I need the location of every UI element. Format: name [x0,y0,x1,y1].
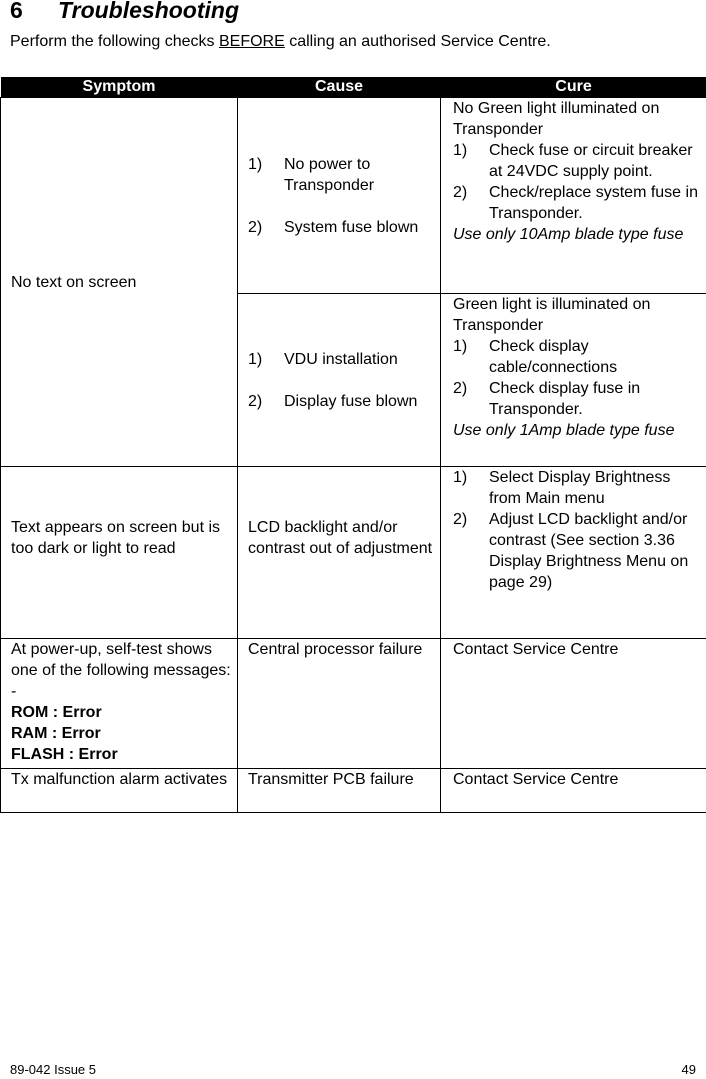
list-item [453,336,700,378]
section-heading [10,0,239,24]
header-cure: Cure [441,77,706,98]
table-row [1,467,706,639]
item-number: 1) [453,469,468,486]
item-number: 2) [248,392,263,410]
cause-cell: Central processor failure [238,639,441,769]
intro-emphasis: BEFORE [218,33,285,50]
item-text: Display fuse blown [284,392,418,410]
table-row [1,769,706,813]
item-number: 2) [453,511,468,528]
list-item [248,349,434,370]
item-text: Check fuse or circuit breaker at 24VDC supply point. [489,142,693,180]
item-text: Adjust LCD backlight and/or contrast (See section 3.36 Display Brightness Menu on page 29) [489,511,689,591]
intro-text [10,33,551,51]
list-item [248,154,434,196]
cure-cell: Contact Service Centre [441,769,706,813]
fuse-note: Use only 1Amp blade type fuse [453,422,675,439]
troubleshooting-table [0,77,706,813]
item-number: 2) [248,218,263,236]
section-title: Troubleshooting [58,0,240,23]
table-row [1,639,706,769]
item-text: System fuse blown [284,218,419,236]
table-header-row [1,77,706,98]
fuse-note: Use only 10Amp blade type fuse [453,226,684,243]
error-message: FLASH : Error [11,746,118,763]
symptom-cell [1,639,238,769]
section-number: 6 [10,0,23,23]
error-message: RAM : Error [11,725,101,742]
cure-cell: Contact Service Centre [441,639,706,769]
item-number: 2) [453,184,468,201]
item-text: Select Display Brightness from Main menu [489,469,671,507]
item-text: Check/replace system fuse in Transponder. [489,184,698,222]
item-text: Check display cable/connections [489,338,618,376]
item-text: Check display fuse in Transponder. [489,380,641,418]
cause-cell: LCD backlight and/or contrast out of adjustment [238,467,441,639]
cure-cell [441,467,706,639]
intro-post: calling an authorised Service Centre. [284,33,551,50]
item-number: 1) [453,338,468,355]
cure-cell [441,294,706,467]
cure-heading: Green light is illuminated on Transponder [453,296,651,334]
symptom-cell: Tx malfunction alarm activates [1,769,238,813]
symptom-text: At power-up, self-test shows one of the following messages: - [11,641,231,700]
cure-cell [441,98,706,294]
intro-pre: Perform the following checks [10,33,219,50]
cure-heading: No Green light illuminated on Transponder [453,100,660,138]
list-item [453,467,700,509]
item-number: 1) [453,142,468,159]
item-text: No power to Transponder [284,155,375,194]
symptom-cell: No text on screen [1,98,238,467]
header-symptom: Symptom [1,77,238,98]
item-number: 1) [248,350,263,368]
table-row [1,98,706,294]
list-item [453,140,700,182]
list-item [453,378,700,420]
error-message: ROM : Error [11,704,102,721]
list-item [453,509,700,593]
cause-cell: Transmitter PCB failure [238,769,441,813]
document-id: 89-042 Issue 5 [10,1062,97,1077]
cause-cell [238,98,441,294]
list-item [248,391,434,412]
item-text: VDU installation [284,350,398,368]
page-number: 49 [681,1062,696,1077]
list-item [248,217,434,238]
cause-cell [238,294,441,467]
header-cause: Cause [238,77,441,98]
list-item [453,182,700,224]
item-number: 2) [453,380,468,397]
symptom-cell: Text appears on screen but is too dark or light to read [1,467,238,639]
item-number: 1) [248,155,263,173]
